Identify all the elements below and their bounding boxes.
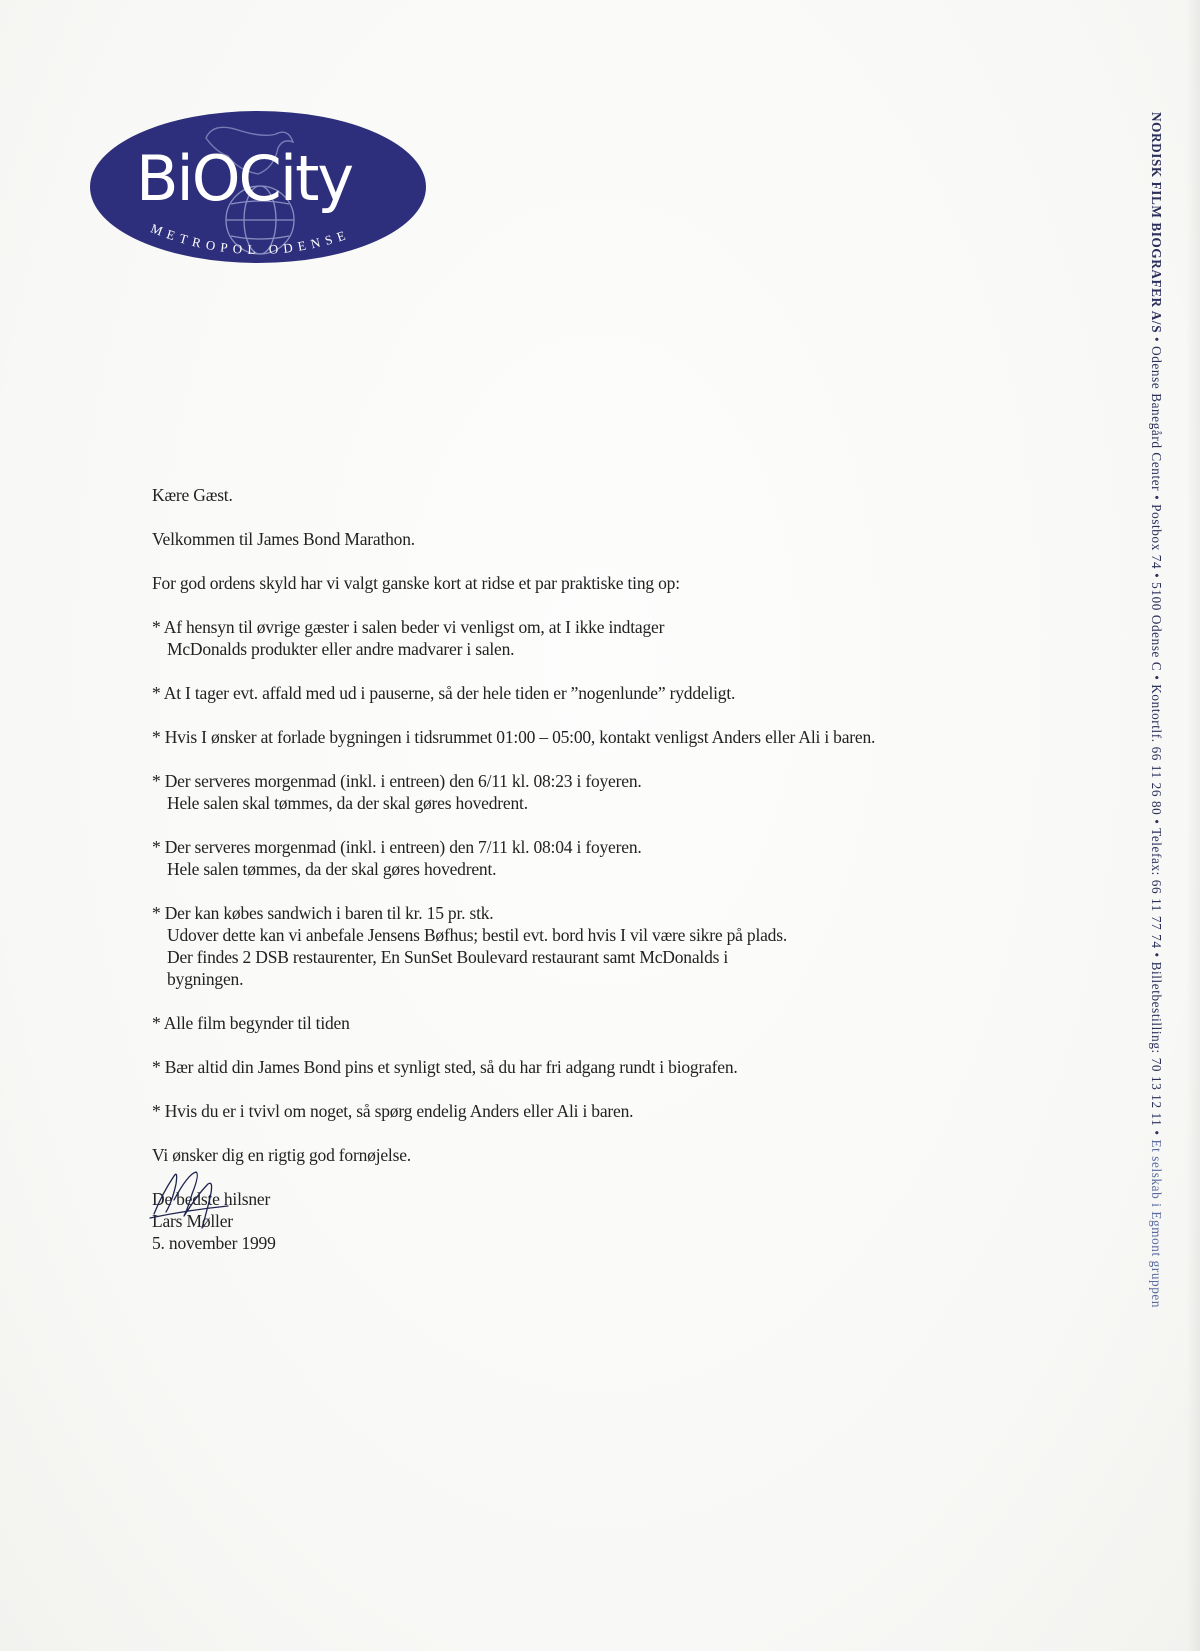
svg-text:BiOCity: BiOCity — [136, 142, 353, 215]
biocity-logo — [88, 108, 428, 266]
bullet-line: * Der serveres morgenmad (inkl. i entreen) den 6/11 kl. 08:23 i foyeren. — [152, 771, 642, 791]
signature-block — [152, 1188, 1052, 1254]
bullet-line: Hele salen skal tømmes, da der skal gøres hovedrent. — [167, 793, 528, 813]
intro-line: For god ordens skyld har vi valgt ganske kort at ridse et par praktiske ting op: — [152, 573, 680, 593]
bullet-item — [152, 1100, 1052, 1122]
bullet-line: Udover dette kan vi anbefale Jensens Bøfhus; bestil evt. bord hvis I vil være sikre på plads. — [167, 925, 788, 945]
bullet-line: * Der serveres morgenmad (inkl. i entreen) den 7/11 kl. 08:04 i foyeren. — [152, 837, 642, 857]
bullet-item — [152, 1056, 1052, 1078]
company-name: NORDISK FILM BIOGRAFER A/S — [1149, 112, 1164, 334]
letter-body — [152, 484, 1052, 1254]
bullet-item — [152, 616, 1052, 660]
bullet-line: bygningen. — [167, 969, 244, 989]
bullet-item — [152, 726, 1052, 748]
bullet-line: Hele salen tømmes, da der skal gøres hovedrent. — [167, 859, 497, 879]
bullet-item — [152, 1012, 1052, 1034]
bullet-line: Der findes 2 DSB restaurenter, En SunSet Boulevard restaurant samt McDonalds i — [167, 947, 729, 967]
bullet-line: * At I tager evt. affald med ud i pauserne, så der hele tiden er ”nogenlunde” ryddeligt. — [152, 683, 736, 703]
scan-edge — [1186, 0, 1200, 1651]
svg-text:METROPOL ODENSE: METROPOL ODENSE — [148, 220, 353, 258]
bullet-line: McDonalds produkter eller andre madvarer i salen. — [167, 639, 515, 659]
company-group: Et selskab i Egmont gruppen — [1149, 1139, 1164, 1309]
welcome-line: Velkommen til James Bond Marathon. — [152, 529, 415, 549]
bullet-line: * Bær altid din James Bond pins et synligt sted, så du har fri adgang rundt i biografen. — [152, 1057, 738, 1077]
signer-name: Lars Møller — [152, 1211, 233, 1231]
closing-wish: Vi ønsker dig en rigtig god fornøjelse. — [152, 1145, 411, 1165]
bullet-line: * Alle film begynder til tiden — [152, 1013, 350, 1033]
regards: De bedste hilsner — [152, 1189, 271, 1209]
bullet-line: * Af hensyn til øvrige gæster i salen beder vi venligst om, at I ikke indtager — [152, 617, 665, 637]
bullet-line: * Der kan købes sandwich i baren til kr. 15 pr. stk. — [152, 903, 494, 923]
company-address: • Odense Banegård Center • Postbox 74 • 5100 Odense C • Kontortlf. 66 11 26 80 • Telefax: 66 11 77 74 • Billetbestilling: 70 13 12 11 • — [1149, 333, 1164, 1140]
bullet-item — [152, 770, 1052, 814]
bullet-item — [152, 682, 1052, 704]
bullet-line: * Hvis du er i tvivl om noget, så spørg endelig Anders eller Ali i baren. — [152, 1101, 634, 1121]
bullet-line: * Hvis I ønsker at forlade bygningen i tidsrummet 01:00 – 05:00, kontakt venligst Anders eller Ali i baren. — [152, 727, 876, 747]
company-address-sidebar — [1148, 112, 1164, 1412]
bullet-item — [152, 902, 1052, 990]
bullet-item — [152, 836, 1052, 880]
letter-date: 5. november 1999 — [152, 1233, 276, 1253]
salutation: Kære Gæst. — [152, 485, 233, 505]
